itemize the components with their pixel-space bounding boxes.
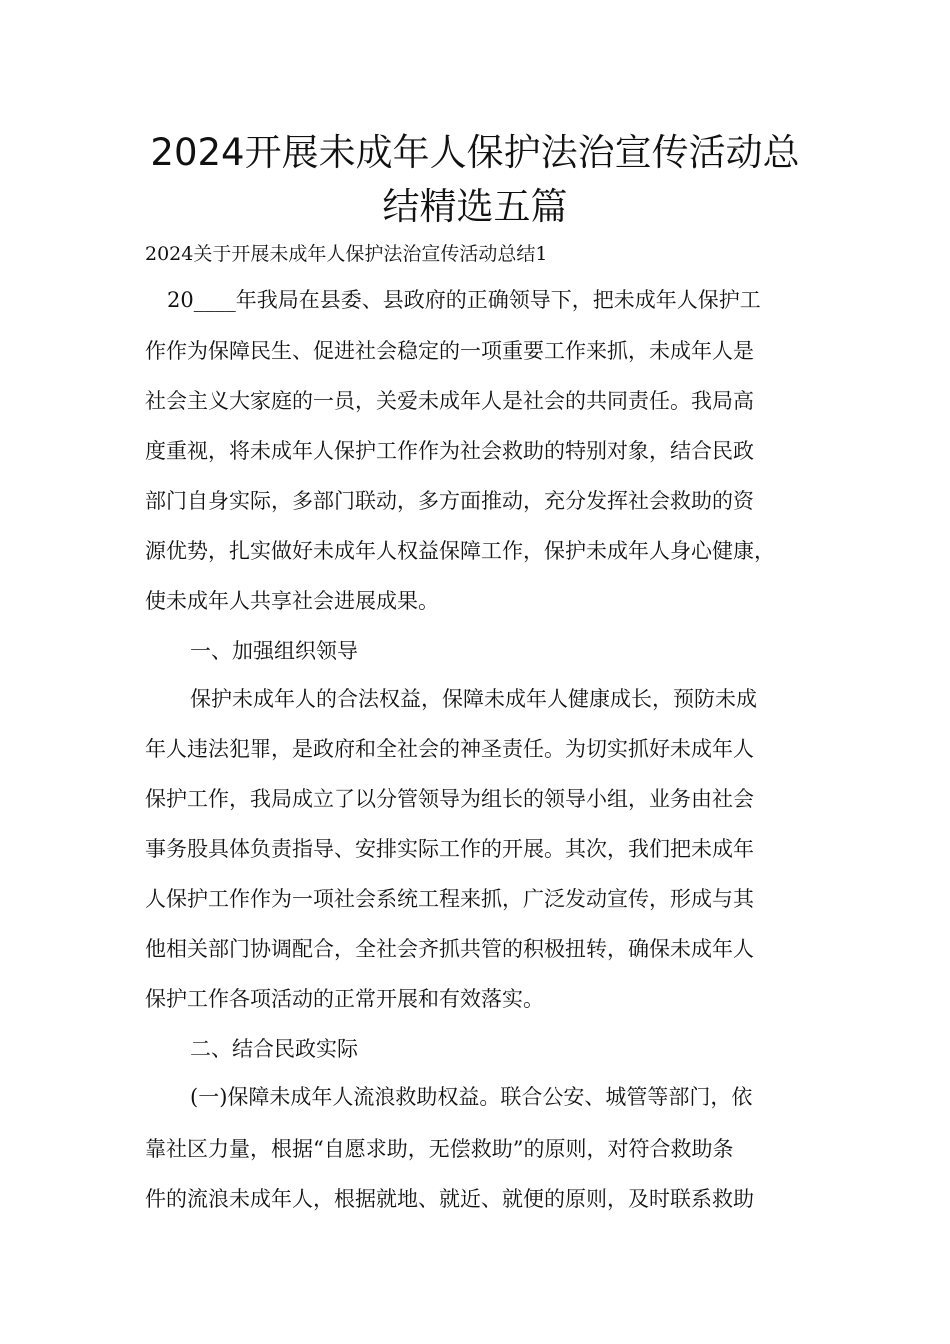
body-line: 度重视，将未成年人保护工作作为社会救助的特别对象，结合民政: [145, 439, 754, 463]
title-line-1: 2024开展未成年人保护法治宣传活动总: [150, 131, 800, 174]
body-line: 靠社区力量，根据“自愿求助，无偿救助”的原则，对符合救助条: [145, 1137, 734, 1161]
body-line: 源优势，扎实做好未成年人权益保障工作，保护未成年人身心健康，: [145, 539, 775, 563]
body-line: 社会主义大家庭的一员，关爱未成年人是社会的共同责任。我局高: [145, 389, 754, 413]
document-title: [120, 126, 830, 234]
body-line: 事务股具体负责指导、安排实际工作的开展。其次，我们把未成年: [145, 837, 754, 861]
body-line: 使未成年人共享社会进展成果。: [145, 589, 439, 613]
body-line: 年人违法犯罪，是政府和全社会的神圣责任。为切实抓好未成年人: [145, 737, 754, 761]
section-heading: 一、加强组织领导: [190, 639, 358, 663]
body-line: 他相关部门协调配合，全社会齐抓共管的积极扭转，确保未成年人: [145, 937, 754, 961]
body-line: 部门自身实际，多部门联动，多方面推动，充分发挥社会救助的资: [145, 489, 754, 513]
body-line: (一)保障未成年人流浪救助权益。联合公安、城管等部门，依: [190, 1085, 753, 1109]
body-line: 人保护工作作为一项社会系统工程来抓，广泛发动宣传，形成与其: [145, 887, 754, 911]
section-heading: 二、结合民政实际: [190, 1037, 358, 1061]
body-line: 作作为保障民生、促进社会稳定的一项重要工作来抓，未成年人是: [145, 339, 754, 363]
body-line: 20____年我局在县委、县政府的正确领导下，把未成年人保护工: [167, 288, 761, 312]
body-line: 保护工作，我局成立了以分管领导为组长的领导小组，业务由社会: [145, 787, 754, 811]
article-subtitle: 2024关于开展未成年人保护法治宣传活动总结1: [145, 243, 548, 265]
body-line: 件的流浪未成年人，根据就地、就近、就便的原则，及时联系救助: [145, 1187, 754, 1211]
body-line: 保护工作各项活动的正常开展和有效落实。: [145, 987, 544, 1011]
title-line-2: 结精选五篇: [382, 185, 568, 228]
body-line: 保护未成年人的合法权益，保障未成年人健康成长，预防未成: [190, 687, 757, 711]
